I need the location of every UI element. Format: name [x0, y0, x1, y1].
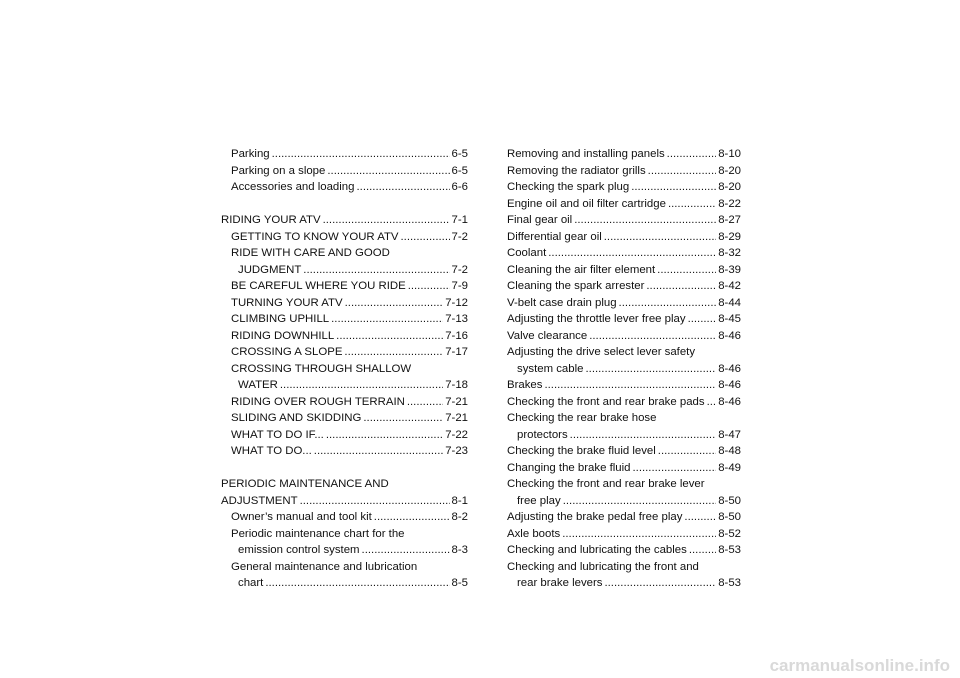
- toc-entry-page: 8-53: [718, 544, 741, 556]
- toc-entry[interactable]: [221, 361, 468, 378]
- toc-entry[interactable]: [507, 278, 741, 295]
- toc-entry-page: 8-29: [718, 230, 741, 243]
- dot-leader: [632, 460, 716, 477]
- toc-entry-title: RIDING OVER ROUGH TERRAIN: [231, 395, 405, 408]
- toc-entry[interactable]: [507, 146, 741, 163]
- toc-entry[interactable]: [507, 559, 741, 576]
- toc-entry[interactable]: [221, 394, 468, 411]
- toc-entry[interactable]: [221, 262, 468, 279]
- toc-entry[interactable]: [507, 443, 741, 460]
- toc-entry[interactable]: [221, 427, 468, 444]
- toc-entry[interactable]: [221, 179, 468, 196]
- dot-leader: [363, 410, 443, 427]
- toc-entry-page: 8-46: [718, 329, 741, 342]
- dot-leader: [303, 262, 449, 279]
- toc-entry-page: 8-42: [718, 280, 741, 292]
- toc-entry-title: protectors: [517, 428, 568, 441]
- toc-entry[interactable]: [221, 493, 468, 510]
- toc-entry[interactable]: [507, 212, 741, 229]
- dot-leader: [272, 146, 450, 163]
- toc-entry-title: chart: [238, 577, 264, 589]
- toc-entry-title: Differential gear oil: [507, 230, 602, 243]
- dot-leader: [323, 212, 450, 229]
- toc-entry-title: Removing the radiator grills: [507, 164, 646, 177]
- toc-entry[interactable]: [507, 245, 741, 262]
- toc-entry[interactable]: [221, 245, 468, 262]
- toc-entry-title: GETTING TO KNOW YOUR ATV: [231, 230, 399, 243]
- toc-entry-title: Coolant: [507, 247, 547, 259]
- toc-entry[interactable]: [221, 146, 468, 163]
- toc-entry-page: 8-46: [718, 379, 741, 391]
- toc-entry-title: BE CAREFUL WHERE YOU RIDE: [231, 280, 406, 292]
- toc-entry-title: Adjusting the drive select lever safety: [507, 346, 696, 358]
- toc-entry-title: SLIDING AND SKIDDING: [231, 412, 362, 424]
- toc-entry-page: 7-21: [445, 395, 468, 408]
- toc-entry-page: 8-46: [718, 362, 741, 375]
- dot-leader: [667, 146, 717, 163]
- toc-entry-page: 7-1: [451, 214, 468, 226]
- toc-entry[interactable]: [221, 344, 468, 361]
- toc-entry-title: CROSSING A SLOPE: [231, 346, 343, 358]
- toc-entry[interactable]: [221, 542, 468, 559]
- watermark: carmanualsonline.info: [769, 656, 950, 675]
- toc-entry-title: Axle boots: [507, 527, 561, 540]
- toc-entry-title: Owner’s manual and tool kit: [231, 511, 372, 523]
- dot-leader: [345, 295, 444, 312]
- dot-leader: [300, 493, 450, 510]
- section-gap: [221, 460, 468, 477]
- toc-entry[interactable]: [507, 295, 741, 312]
- toc-entry-title: Checking the front and rear brake pads: [507, 395, 705, 408]
- dot-leader: [408, 278, 450, 295]
- toc-entry[interactable]: [507, 394, 741, 411]
- dot-leader: [562, 526, 716, 543]
- toc-entry-title: Accessories and loading: [231, 181, 355, 193]
- toc-entry-title: Removing and installing panels: [507, 148, 665, 160]
- toc-entry-page: 8-32: [718, 247, 741, 259]
- dot-leader: [407, 394, 443, 411]
- toc-entry[interactable]: [221, 212, 468, 229]
- toc-entry-title: Changing the brake fluid: [507, 461, 631, 474]
- toc-right-column: [507, 146, 741, 592]
- toc-entry[interactable]: [221, 328, 468, 345]
- toc-entry-page: 7-2: [451, 230, 468, 243]
- toc-entry-title: Checking and lubricating the front and: [507, 560, 699, 573]
- toc-entry-title: Checking the front and rear brake lever: [507, 478, 705, 490]
- toc-entry-title: Parking: [231, 148, 270, 160]
- dot-leader: [589, 328, 716, 345]
- toc-entry[interactable]: [221, 575, 468, 592]
- toc-entry-page: 7-12: [445, 296, 468, 309]
- toc-entry-page: 8-50: [718, 494, 741, 507]
- toc-entry-page: 8-20: [718, 181, 741, 193]
- dot-leader: [314, 443, 443, 460]
- toc-entry-page: 8-27: [718, 214, 741, 226]
- toc-entry[interactable]: [221, 559, 468, 576]
- toc-entry-page: 6-5: [451, 148, 468, 160]
- dot-leader: [604, 575, 716, 592]
- toc-entry[interactable]: [221, 526, 468, 543]
- toc-entry-page: 8-49: [718, 461, 741, 474]
- toc-entry-page: 7-2: [451, 263, 468, 276]
- toc-entry-title: Cleaning the air filter element: [507, 263, 656, 276]
- toc-entry-title: ADJUSTMENT: [221, 494, 298, 507]
- dot-leader: [548, 245, 716, 262]
- toc-entry[interactable]: [507, 179, 741, 196]
- toc-entry-title: system cable: [517, 362, 584, 375]
- toc-entry-page: 8-39: [718, 263, 741, 276]
- toc-entry-page: 8-20: [718, 164, 741, 177]
- toc-entry-page: 8-47: [718, 428, 741, 441]
- toc-entry[interactable]: [221, 476, 468, 493]
- toc-entry-title: Adjusting the throttle lever free play: [507, 313, 686, 325]
- toc-entry-title: Valve clearance: [507, 329, 588, 342]
- toc-entry[interactable]: [507, 229, 741, 246]
- toc-entry-title: V-belt case drain plug: [507, 296, 617, 309]
- toc-entry[interactable]: [221, 443, 468, 460]
- toc-entry[interactable]: [221, 311, 468, 328]
- toc-entry-title: JUDGMENT: [238, 263, 302, 276]
- toc-entry[interactable]: [507, 262, 741, 279]
- toc-entry-page: 7-23: [445, 445, 468, 457]
- toc-entry-title: free play: [517, 494, 561, 507]
- dot-leader: [648, 163, 717, 180]
- toc-entry-page: 6-5: [451, 164, 468, 177]
- toc-entry[interactable]: [507, 196, 741, 213]
- dot-leader: [570, 427, 717, 444]
- toc-entry-title: Final gear oil: [507, 214, 573, 226]
- toc-entry[interactable]: [507, 526, 741, 543]
- toc-entry-page: 8-53: [718, 577, 741, 589]
- toc-entry-title: TURNING YOUR ATV: [231, 296, 343, 309]
- toc-entry-page: 8-3: [451, 544, 468, 556]
- dot-leader: [331, 311, 443, 328]
- dot-leader: [684, 509, 716, 526]
- toc-entry[interactable]: [507, 361, 741, 378]
- toc-entry-page: 7-22: [445, 428, 468, 441]
- dot-leader: [707, 394, 717, 411]
- toc-entry-title: Periodic maintenance chart for the: [231, 527, 405, 540]
- toc-entry-page: 8-48: [718, 445, 741, 457]
- toc-left-column: [221, 146, 468, 592]
- dot-leader: [631, 179, 716, 196]
- dot-leader: [344, 344, 443, 361]
- toc-entry-page: 8-5: [451, 577, 468, 589]
- dot-leader: [336, 328, 443, 345]
- toc-entry[interactable]: [507, 476, 741, 493]
- dot-leader: [658, 443, 716, 460]
- toc-entry[interactable]: [507, 575, 741, 592]
- toc-entry-page: 7-16: [445, 329, 468, 342]
- toc-entry-page: 8-22: [718, 197, 741, 210]
- toc-entry-title: RIDING DOWNHILL: [231, 329, 335, 342]
- toc-entry-title: rear brake levers: [517, 577, 603, 589]
- toc-entry-title: RIDING YOUR ATV: [221, 214, 321, 226]
- toc-entry[interactable]: [221, 295, 468, 312]
- dot-leader: [401, 229, 450, 246]
- dot-leader: [604, 229, 716, 246]
- dot-leader: [327, 163, 449, 180]
- dot-leader: [688, 311, 717, 328]
- dot-leader: [280, 377, 443, 394]
- toc-entry-title: Checking the brake fluid level: [507, 445, 656, 457]
- dot-leader: [362, 542, 450, 559]
- toc-entry[interactable]: [221, 229, 468, 246]
- toc-entry[interactable]: [507, 427, 741, 444]
- dot-leader: [574, 212, 716, 229]
- toc-entry[interactable]: [221, 163, 468, 180]
- dot-leader: [657, 262, 716, 279]
- toc-entry-title: Checking the rear brake hose: [507, 412, 657, 424]
- toc-entry-title: emission control system: [238, 544, 360, 556]
- toc-entry-title: Checking the spark plug: [507, 181, 630, 193]
- toc-entry-title: RIDE WITH CARE AND GOOD: [231, 247, 390, 259]
- toc-entry[interactable]: [507, 344, 741, 361]
- dot-leader: [689, 542, 716, 559]
- toc-entry-title: WHAT TO DO IF...: [231, 428, 324, 441]
- dot-leader: [646, 278, 716, 295]
- toc-entry[interactable]: [507, 311, 741, 328]
- toc-entry-title: CROSSING THROUGH SHALLOW: [231, 362, 412, 375]
- toc-entry-page: 6-6: [451, 181, 468, 193]
- toc-entry-page: 8-1: [451, 494, 468, 507]
- toc-entry-page: 7-17: [445, 346, 468, 358]
- dot-leader: [544, 377, 716, 394]
- toc-entry-page: 7-13: [445, 313, 468, 325]
- toc-entry-page: 7-18: [445, 379, 468, 391]
- toc-entry-page: 7-21: [445, 412, 468, 424]
- toc-entry-title: Checking and lubricating the cables: [507, 544, 687, 556]
- toc-entry[interactable]: [507, 410, 741, 427]
- toc-entry-page: 8-44: [718, 296, 741, 309]
- toc-entry[interactable]: [507, 509, 741, 526]
- dot-leader: [356, 179, 449, 196]
- toc-entry-title: General maintenance and lubrication: [231, 560, 418, 573]
- toc-entry[interactable]: [507, 542, 741, 559]
- toc-entry[interactable]: [507, 163, 741, 180]
- toc-entry-title: PERIODIC MAINTENANCE AND: [221, 478, 389, 490]
- dot-leader: [619, 295, 717, 312]
- toc-entry[interactable]: [507, 328, 741, 345]
- toc-entry-title: Engine oil and oil filter cartridge: [507, 197, 666, 210]
- toc-entry[interactable]: [221, 377, 468, 394]
- dot-leader: [326, 427, 443, 444]
- toc-entry-page: 7-9: [451, 280, 468, 292]
- toc-entry[interactable]: [507, 377, 741, 394]
- toc-entry-page: 8-45: [718, 313, 741, 325]
- toc-entry-page: 8-46: [718, 395, 741, 408]
- toc-entry-title: WATER: [238, 379, 278, 391]
- toc-entry[interactable]: [221, 410, 468, 427]
- dot-leader: [668, 196, 716, 213]
- toc-entry-page: 8-52: [718, 527, 741, 540]
- toc-entry-title: WHAT TO DO...: [231, 445, 312, 457]
- toc-entry[interactable]: [221, 278, 468, 295]
- toc-entry-page: 8-10: [718, 148, 741, 160]
- toc-entry-title: Parking on a slope: [231, 164, 326, 177]
- toc-entry-title: Brakes: [507, 379, 543, 391]
- dot-leader: [265, 575, 449, 592]
- dot-leader: [563, 493, 716, 510]
- toc-entry-title: Adjusting the brake pedal free play: [507, 511, 683, 523]
- dot-leader: [585, 361, 716, 378]
- toc-entry[interactable]: [507, 493, 741, 510]
- section-gap: [221, 196, 468, 213]
- toc-entry-title: Cleaning the spark arrester: [507, 280, 645, 292]
- toc-entry[interactable]: [507, 460, 741, 477]
- toc-entry-title: CLIMBING UPHILL: [231, 313, 330, 325]
- toc-entry[interactable]: [221, 509, 468, 526]
- dot-leader: [374, 509, 450, 526]
- toc-entry-page: 8-50: [718, 511, 741, 523]
- toc-entry-page: 8-2: [451, 511, 468, 523]
